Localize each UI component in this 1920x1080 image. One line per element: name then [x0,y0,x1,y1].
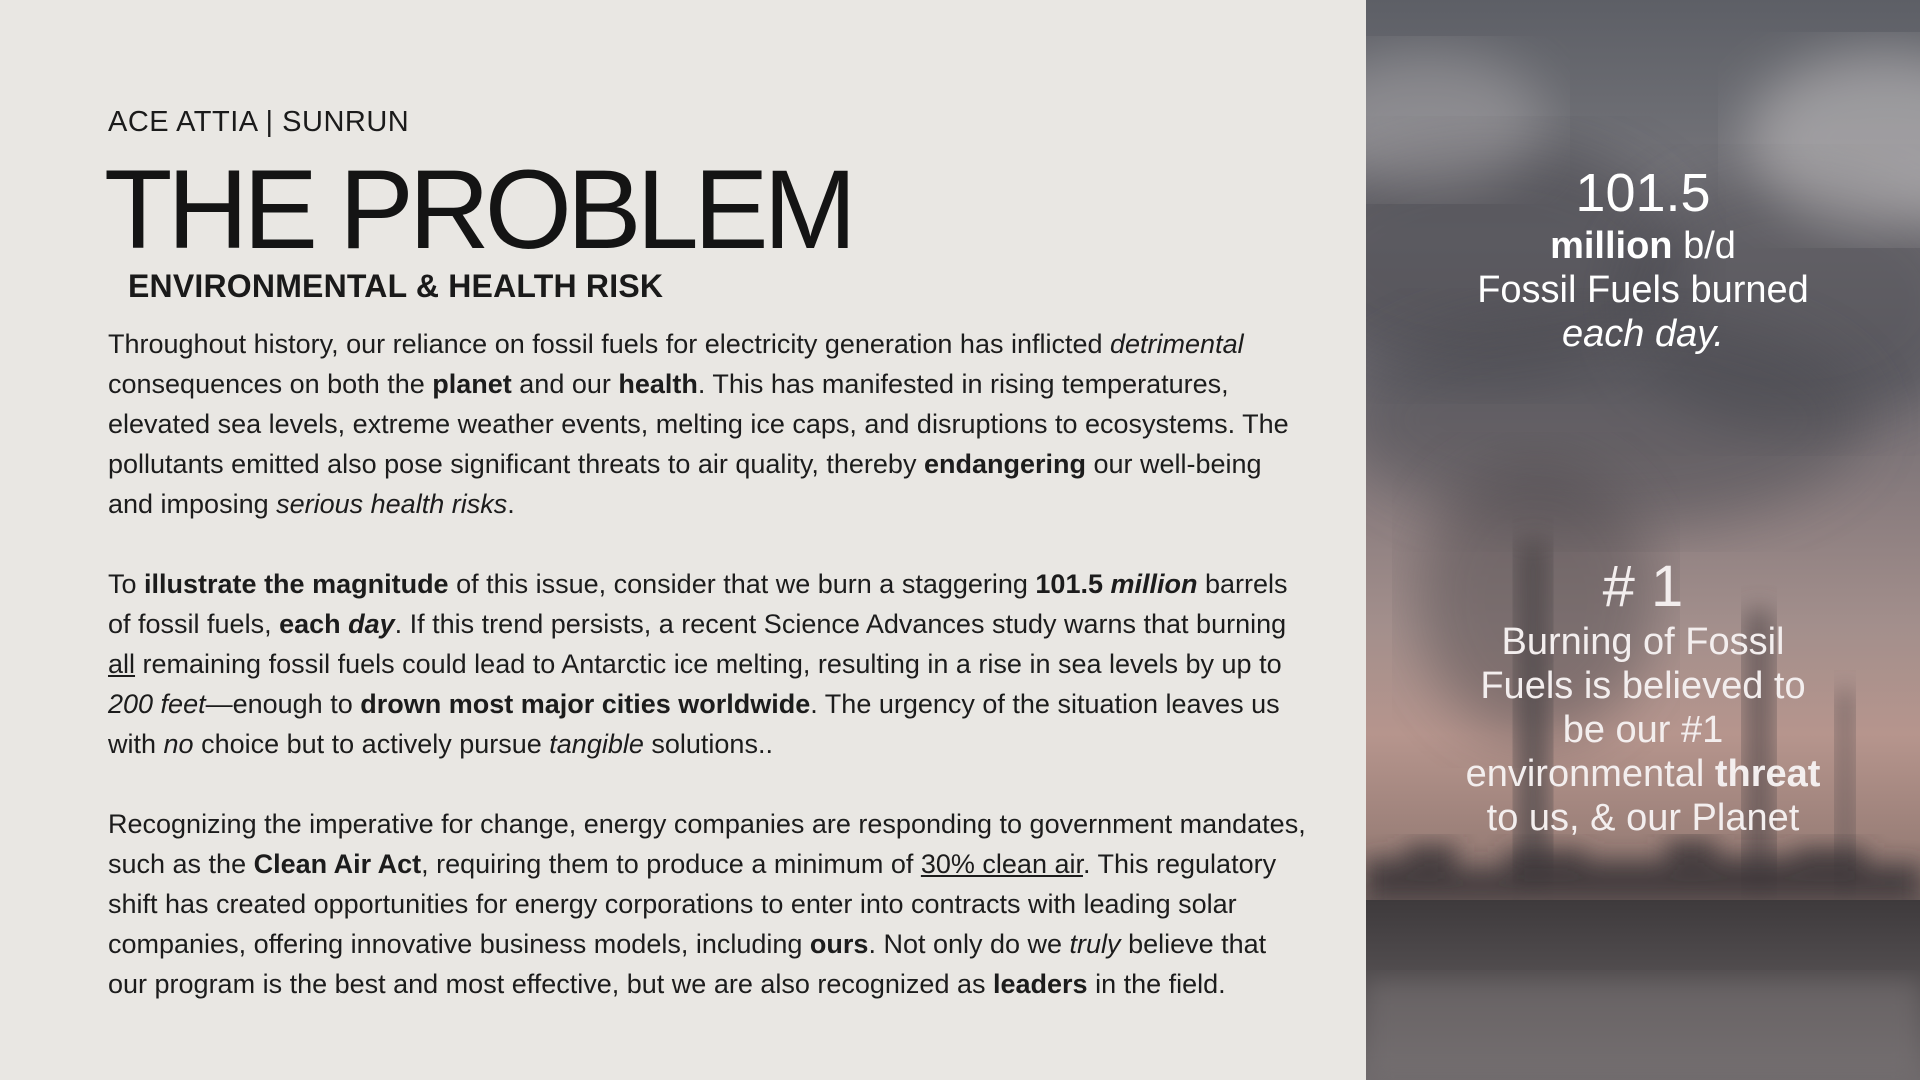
smokestack-photo-panel [1366,0,1920,1080]
text-run: . This has manifested in rising temperatures, elevated sea levels, extreme weather events, melting ice caps, and disruptions to ecosystems. The pollutants emitted also pose significant threats to air quality, thereby [108,369,1289,479]
text-run: leaders [992,969,1088,999]
text-run: health [618,369,698,399]
text-run: remaining fossil fuels could lead to Antarctic ice melting, resulting in a rise in sea levels by up to [135,649,1282,679]
text-run: . [507,489,515,519]
paragraph [108,564,1308,764]
text-run: in the field. [1087,969,1226,999]
stat-line [1366,752,1920,796]
text-run: detrimental [1110,329,1244,359]
paragraph [108,324,1308,524]
page-subtitle: ENVIRONMENTAL & HEALTH RISK [128,268,664,304]
author-label: ACE ATTIA | SUNRUN [108,106,410,138]
text-run: 101.5 [1035,569,1111,599]
stat-value: 101.5 [1575,163,1711,223]
stat-line: each day. [1562,313,1724,355]
text-run: tangible [549,729,644,759]
text-run: Throughout history, our reliance on fossil fuels for electricity generation has inflicted [108,329,1111,359]
text-run: each [279,609,349,639]
text-run: endangering [923,449,1086,479]
stat-unit-bold: million [1550,225,1673,267]
text-run: illustrate the magnitude [144,569,449,599]
text-run: believe that our program is the best and most effective, but we are also recognized as [108,929,1267,999]
body-text [108,324,1308,1004]
text-run: serious health risks [276,489,508,519]
text-run: our well-being and imposing [108,449,1262,519]
stat-line-plain: environmental [1465,753,1715,795]
text-run: . If this trend persists, a recent Science Advances study warns that burning [394,609,1287,639]
stat-unit-suffix: b/d [1672,225,1736,267]
text-run: ours [809,929,869,959]
page-title: THE PROBLEM [104,147,852,272]
stat-value: # 1 [1602,554,1684,619]
text-run: . This regulatory shift has created opportunities for energy corporations to enter into contracts with leading solar companies, offering innovative business models, including [108,849,1277,959]
stat-line-bold: threat [1714,753,1821,795]
stat-line: Fossil Fuels burned [1477,269,1809,311]
text-run: , requiring them to produce a minimum of [421,849,921,879]
text-run: . Not only do we [868,929,1070,959]
stat-fossil-fuel-volume [1366,162,1920,356]
text-run: Recognizing the imperative for change, energy companies are responding to government mandates, such as the [108,809,1306,879]
text-run: day [348,609,395,639]
text-run: 30% clean air [920,849,1083,879]
text-run: and our [511,369,619,399]
text-run: barrels of fossil fuels, [108,569,1288,639]
text-run: To [108,569,145,599]
text-run: . The urgency of the situation leaves us with [108,689,1280,759]
text-run: truly [1069,929,1121,959]
text-run: consequences on both the [108,369,433,399]
stat-line: be our #1 [1562,709,1724,751]
text-run: no [163,729,194,759]
text-run: solutions.. [643,729,773,759]
text-run: all [108,649,136,679]
stat-unit [1366,224,1920,268]
paragraph [108,804,1308,1004]
stat-number-one-threat [1366,554,1920,840]
text-run: of this issue, consider that we burn a staggering [448,569,1036,599]
stat-line: Fuels is believed to [1480,665,1806,707]
text-run: Clean Air Act [253,849,422,879]
text-run: choice but to actively pursue [193,729,550,759]
stat-line: to us, & our Planet [1486,797,1800,839]
text-run: drown most major cities worldwide [360,689,811,719]
text-run: 200 feet [108,689,206,719]
text-run: million [1110,569,1198,599]
text-run: —enough to [205,689,361,719]
text-run: planet [432,369,512,399]
stat-line: Burning of Fossil [1501,621,1785,663]
